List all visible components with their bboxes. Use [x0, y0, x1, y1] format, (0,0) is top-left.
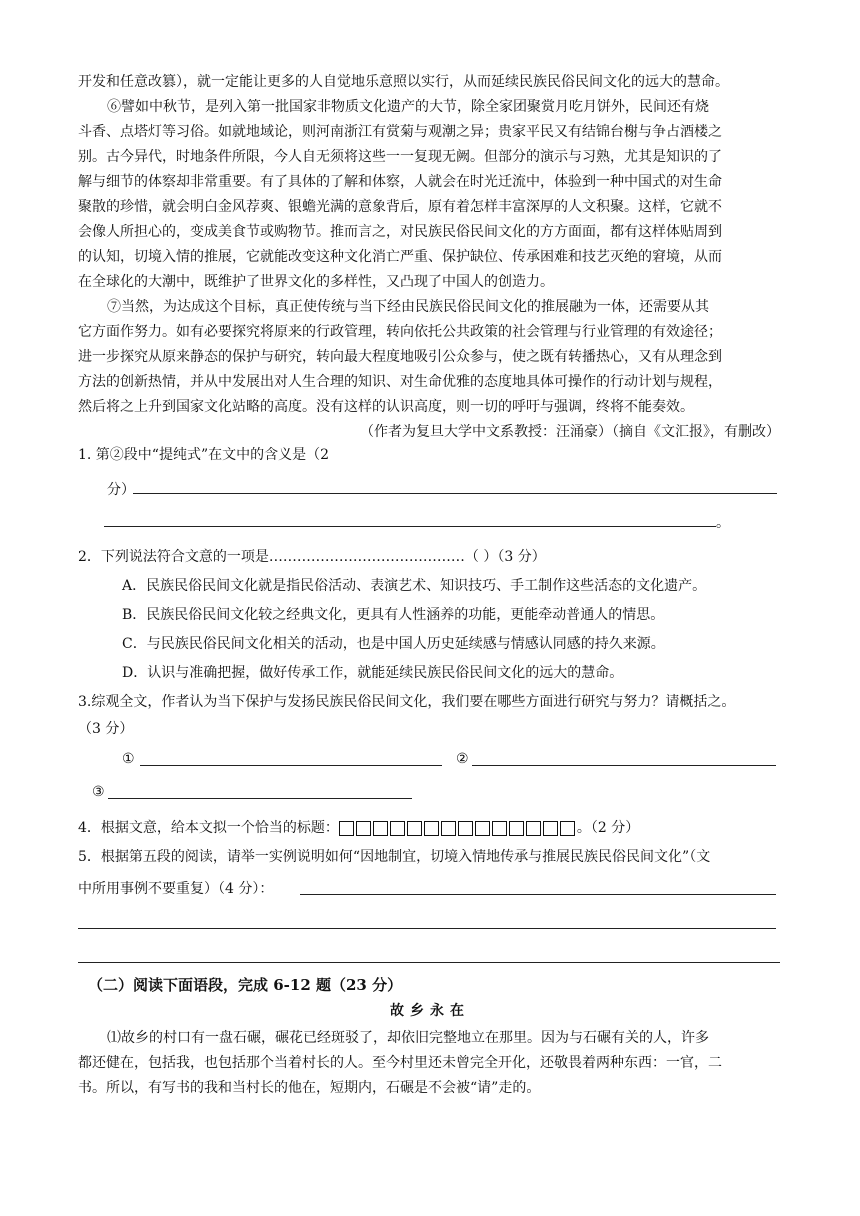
q2-option-d[interactable]: D．认识与准确把握，做好传承工作，就能延续民族民俗民间文化的远大的慧命。	[122, 665, 624, 681]
section2-line: 书。所以，有写书的我和当村长的他在，短期内，石碾是不会被“请”走的。	[78, 1080, 541, 1096]
q5-answer-line-2[interactable]	[78, 928, 776, 929]
section2-title: 故乡永在	[390, 1003, 470, 1019]
q4-title-box[interactable]	[407, 821, 422, 836]
passage-line: 解与细节的体察却非常重要。有了具体的了解和体察，人就会在时光迁流中，体验到一种中国式的对生命	[78, 174, 722, 190]
q4-title-box[interactable]	[560, 821, 575, 836]
q4-title-box[interactable]	[356, 821, 371, 836]
q4-title-box[interactable]	[492, 821, 507, 836]
q3-score: （3 分）	[78, 721, 134, 737]
passage-line: 它方面作努力。如有必要探究将原来的行政管理，转向依托公共政策的社会管理与行业管理的有效途径；	[78, 324, 722, 340]
passage-line: 别。古今异代，时地条件所限，今人自无须将这些一一复现无阙。但部分的演示与习熟，尤其是知识的了	[78, 149, 722, 165]
q4-title-box[interactable]	[441, 821, 456, 836]
passage-line: 斗香、点塔灯等习俗。如就地域论，则河南浙江有赏菊与观潮之异；贵家平民又有结锦台榭与争占酒楼之	[78, 124, 722, 140]
q4-title-box[interactable]	[339, 821, 354, 836]
passage-line: 聚散的珍惜，就会明白金风荐爽、银蟾光满的意象背后，原有着怎样丰富深厚的人文积聚。这样，它就不	[78, 199, 722, 215]
q3-answer-2[interactable]	[472, 765, 776, 766]
q2-option-b[interactable]: B．民族民俗民间文化较之经典文化，更具有人性涵养的功能，更能牵动普通人的情思。	[122, 607, 665, 623]
q1-stem: 1. 第②段中“提纯式”在文中的含义是（2	[78, 447, 330, 463]
paragraph-7-start: ⑦当然，为达成这个目标，真正使传统与当下经由民族民俗民间文化的推展融为一体，还需要从其	[107, 299, 709, 315]
q4-title-box[interactable]	[526, 821, 541, 836]
passage-line: 会像人所担心的，变成美食节或购物节。推而言之，对民族民俗民间文化的方方面面，都有这样体贴周到	[78, 224, 722, 240]
q4-row	[78, 818, 782, 838]
passage-line: 方法的创新热情，并从中发展出对人生合理的知识、对生命优雅的态度地具体可操作的行动计划与规程，	[78, 374, 722, 390]
q2-option-c[interactable]: C．与民族民俗民间文化相关的活动，也是中国人历史延续感与情感认同感的持久来源。	[122, 636, 665, 652]
passage-line: 然后将之上升到国家文化站略的高度。没有这样的认识高度，则一切的呼吁与强调，终将不能奏效。	[78, 399, 694, 415]
passage-line: 的认知，切境入情的推展，它就能改变这种文化消亡严重、保护缺位、传承困难和技艺灭绝的窘境，从而	[78, 249, 722, 265]
passage-line: 进一步探究从原来静态的保护与研究，转向最大程度地吸引公众参与，使之既有转播热心，又有从理念到	[78, 349, 722, 365]
q1-answer-line-2[interactable]	[104, 526, 716, 527]
section-divider	[78, 962, 780, 963]
q3-marker-3: ③	[92, 784, 105, 800]
q4-title-box[interactable]	[390, 821, 405, 836]
q3-stem: 3.综观全文，作者认为当下保护与发扬民族民俗民间文化，我们要在哪些方面进行研究与努力？请概括之。	[78, 694, 736, 710]
q1-stem-cont: 分）	[107, 482, 135, 498]
q4-title-box[interactable]	[458, 821, 473, 836]
q5-stem-cont: 中所用事例不要重复）（4 分）：	[78, 881, 274, 897]
q4-title-box[interactable]	[373, 821, 388, 836]
q4-title-box[interactable]	[543, 821, 558, 836]
section2-paragraph-1-start: ⑴故乡的村口有一盘石碾，碾花已经斑驳了，却依旧完整地立在那里。因为与石碾有关的人，许多	[107, 1030, 709, 1046]
q4-title-box[interactable]	[509, 821, 524, 836]
q4-stem: 4．根据文意，给本文拟一个恰当的标题：	[78, 820, 339, 836]
paragraph-6-start: ⑥譬如中秋节，是列入第一批国家非物质文化遗产的大节，除全家团聚赏月吃月饼外，民间还有烧	[107, 99, 709, 115]
passage-line: 在全球化的大潮中，既维护了世界文化的多样性，又凸现了中国人的创造力。	[78, 274, 554, 290]
q4-title-box[interactable]	[424, 821, 439, 836]
q3-marker-2: ②	[456, 751, 469, 767]
q3-marker-1: ①	[122, 751, 135, 767]
section2-heading: （二）阅读下面语段，完成 6-12 题（23 分）	[88, 976, 403, 994]
q3-answer-1[interactable]	[140, 765, 442, 766]
q3-answer-3[interactable]	[108, 798, 412, 799]
q4-title-box[interactable]	[475, 821, 490, 836]
q2-option-a[interactable]: A．民族民俗民间文化就是指民俗活动、表演艺术、知识技巧、手工制作这些活态的文化遗产。	[122, 578, 707, 594]
q1-answer-line-1[interactable]	[133, 493, 777, 494]
attribution: （作者为复旦大学中文系教授：汪涌豪）（摘自《文汇报》，有删改）	[360, 424, 780, 440]
passage-line: 开发和任意改篡），就一定能让更多的人自觉地乐意照以实行，从而延续民族民俗民间文化的远大的慧命。	[78, 74, 729, 90]
q5-answer-line-1[interactable]	[300, 894, 776, 895]
q1-period: 。	[716, 515, 730, 531]
q5-stem: 5．根据第五段的阅读，请举一实例说明如何“因地制宜，切境入情地传承与推展民族民俗民间文化”（文	[78, 849, 711, 865]
q2-stem: 2．下列说法符合文意的一项是……………………………………（ ）（3 分）	[78, 549, 546, 565]
q4-title-boxes[interactable]	[339, 818, 577, 838]
q4-tail: 。（2 分）	[576, 820, 640, 836]
section2-line: 都还健在，包括我，也包括那个当着村长的人。至今村里还未曾完全开化，还敬畏着两种东西：一官，二	[78, 1055, 722, 1071]
